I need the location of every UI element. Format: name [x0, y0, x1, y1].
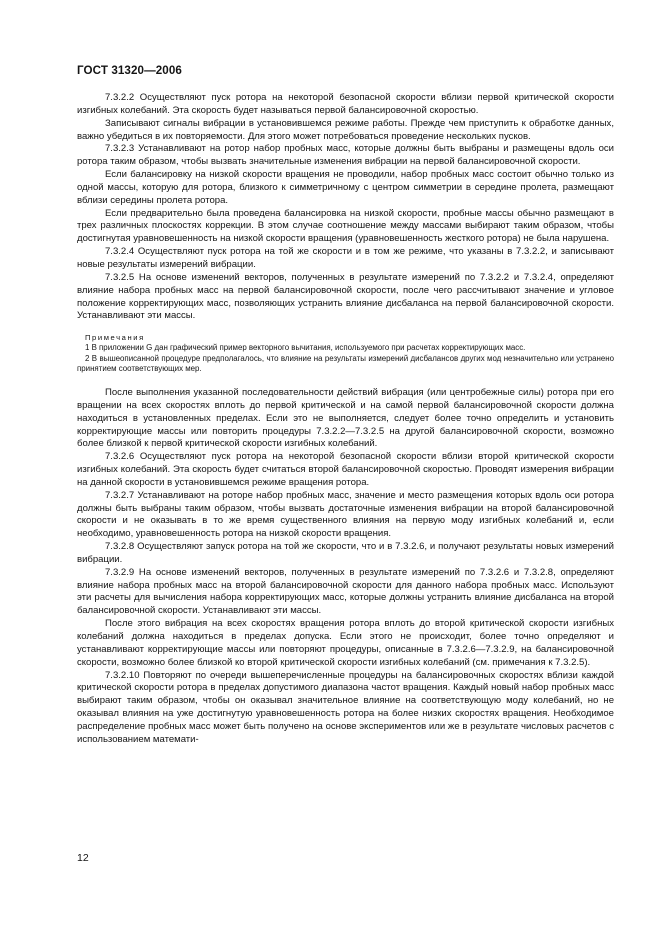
paragraph: После этого вибрация на всех скоростях вращения ротора вплоть до второй критической скорости изгибных колебаний должна находиться в пределах допуска. Если этого не происходит, более точно определяют и устанавливают корректирующие массы или повторяют процедуры, описанные в 7.3.2.6—7.3.2.9, на балансировочной скорости, возможно более близкой ко второй критической скорости изгибных колебаний (см. примечания к 7.3.2.5).: [77, 618, 614, 668]
note-item: 1 В приложении G дан графический пример векторного вычитания, используемого при расчетах корректирующих масс.: [85, 343, 526, 353]
paragraph: Записывают сигналы вибрации в установившемся режиме работы. Прежде чем приступить к обработке данных, важно убедиться в их повторяемости. Для этого может потребоваться проведение нескольких пусков.: [77, 117, 614, 142]
paragraph: 7.3.2.10 Повторяют по очереди вышеперечисленные процедуры на балансировочных скоростях вблизи каждой критической скорости ротора в пределах допустимого диапазона частот вращения. Каждый новый набор пробных масс выбирают таким образом, чтобы он оказывал значительное влияние на соответствующую моду колебаний, но не оказывал влияния на уже достигнутую уравновешенность ротора на более низких скоростях вращения. Необходимое распределение пробных масс может быть получено на основе экспериментов или же в результате числовых расчетов с использованием математи-: [77, 669, 614, 745]
notes-heading: Примечания: [85, 333, 145, 343]
paragraph: 7.3.2.9 На основе изменений векторов, полученных в результате измерений по 7.3.2.6 и 7.3.2.8, определяют влияние набора пробных масс на второй балансировочной скорости для данного набора пробных масс. Используют эти расчеты для вычисления набора корректирующих масс, которые должны устранить влияние дисбаланса на второй балансировочной скорости. Устанавливают эти массы.: [77, 566, 614, 617]
paragraph: 7.3.2.3 Устанавливают на ротор набор пробных масс, которые должны быть выбраны и размещены вдоль оси ротора таким образом, чтобы вызвать значительные изменения вибрации на первой балансировочной скорости.: [77, 143, 614, 168]
paragraph: 7.3.2.2 Осуществляют пуск ротора на некоторой безопасной скорости вблизи первой критической скорости изгибных колебаний. Эта скорость будет называться первой балансировочной скоростью.: [77, 92, 614, 116]
paragraph: 7.3.2.5 На основе изменений векторов, полученных в результате измерений по 7.3.2.2 и 7.3.2.4, определяют влияние набора пробных масс на первой балансировочной скорости, после чего рассчитывают значение и угловое положение корректирующих масс, позволяющих устранить влияние дисбаланса на первой балансировочной скорости. Устанавливают эти массы.: [77, 271, 614, 322]
page-number: 12: [77, 852, 89, 864]
paragraph: После выполнения указанной последовательности действий вибрация (или центробежные силы) ротора при его вращении на всех скоростях вплоть до первой критической и на самой первой балансировочной скорости должна находиться в установленных пределах. Если это не выполняется, следует более точно определить и установить корректирующие массы или повторить процедуры 7.3.2.2—7.3.2.5 на другой балансировочной скорости, возможно более близкой к первой критической скорости изгибных колебаний.: [77, 386, 614, 450]
document-body: [77, 92, 614, 747]
paragraph: 7.3.2.7 Устанавливают на роторе набор пробных масс, значение и место размещения которых вдоль оси ротора должны быть выбраны таким образом, чтобы вызвать достаточные изменения вибрации на второй балансировочной скорости и не оказывать в то же время существенного влияния на первую моду изгибных колебаний и, если необходимо, уравновешенность ротора на низкой скорости вращения.: [77, 489, 614, 540]
paragraph: 7.3.2.8 Осуществляют запуск ротора на той же скорости, что и в 7.3.2.6, и получают результаты новых измерений вибрации.: [77, 541, 614, 565]
paragraph: 7.3.2.6 Осуществляют пуск ротора на некоторой безопасной скорости вблизи второй критической скорости изгибных колебаний. Эта скорость будет считаться второй балансировочной скоростью. Проводят измерения вибрации на данной скорости в установившемся режиме вращения ротора.: [77, 451, 614, 488]
paragraph: 7.3.2.4 Осуществляют пуск ротора на той же скорости и в том же режиме, что указаны в 7.3.2.2, и записывают новые результаты измерений вибрации.: [77, 246, 614, 270]
notes-block: [77, 332, 614, 375]
paragraph: Если предварительно была проведена балансировка на низкой скорости, пробные массы обычно размещают в трех различных плоскостях коррекции. В этом случае соотношение между массами выбирают таким образом, чтобы достигнутая уравновешенность на низкой скорости вращения (уравновешенность жесткого ротора) не была нарушена.: [77, 207, 614, 245]
document-standard-title: ГОСТ 31320—2006: [77, 64, 182, 77]
note-item: 2 В вышеописанной процедуре предполагалось, что влияние на результаты измерений дисбалансов других мод незначительно или устранено принятием соответствующих мер.: [77, 353, 614, 374]
paragraph: Если балансировку на низкой скорости вращения не проводили, набор пробных масс состоит обычно только из одной массы, которую для ротора, близкого к симметричному с центром симметрии в середине пролета, размещают вблизи середины пролета ротора.: [77, 169, 614, 206]
